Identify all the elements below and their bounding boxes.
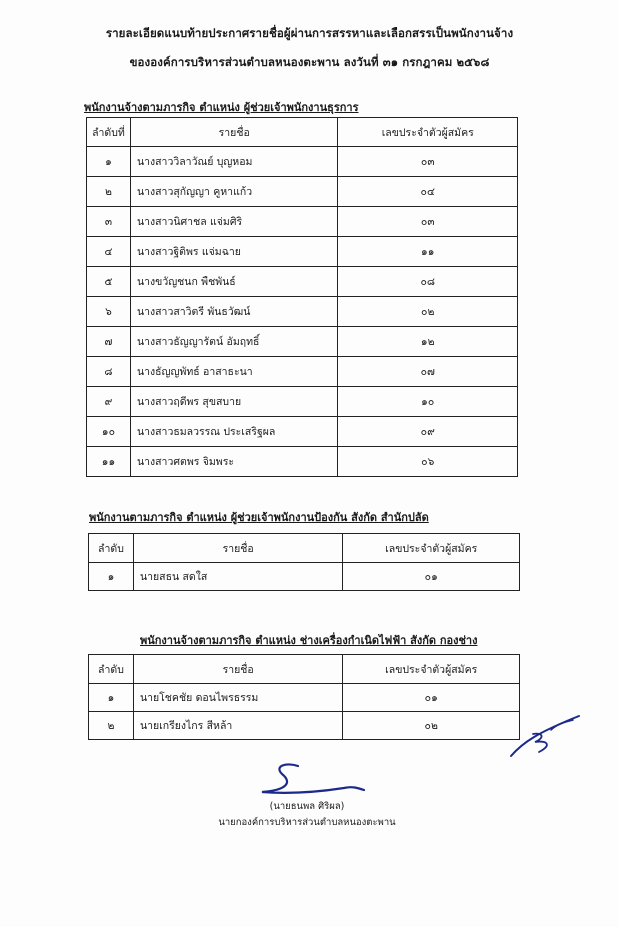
row-number: ๑๐: [87, 417, 131, 447]
applicant-name: นางสาวศตพร จิมพระ: [130, 447, 338, 477]
row-number: ๒: [89, 712, 134, 740]
row-number: ๘: [87, 357, 131, 387]
section-1-table: [86, 117, 518, 477]
applicant-name: นางสาวธัญญารัตน์ อัมฤทธิ์: [130, 327, 338, 357]
table-row: [87, 147, 518, 177]
applicant-name: นายโชคชัย ดอนไพรธรรม: [133, 684, 342, 712]
section-2-table: [88, 533, 520, 591]
applicant-number: ๐๙: [338, 417, 518, 447]
table-row: [87, 327, 518, 357]
applicant-name: นางสาวสาวิตรี พันธวัฒน์: [130, 297, 338, 327]
table-row: [87, 177, 518, 207]
applicant-number: ๐๓: [338, 207, 518, 237]
signatory-position: นายกองค์การบริหารส่วนตำบลหนองตะพาน: [218, 817, 396, 828]
table-row: [89, 712, 520, 740]
col-header-name: รายชื่อ: [130, 118, 338, 147]
section-1-title: พนักงานจ้างตามภารกิจ ตำแหน่ง ผู้ช่วยเจ้าพนักงานธุรการ: [84, 101, 359, 114]
applicant-name: นางสาววิลาวัณย์ บุญหอม: [130, 147, 338, 177]
row-number: ๑: [89, 563, 134, 591]
applicant-name: นางสาวสุกัญญา คูหาแก้ว: [130, 177, 338, 207]
col-header-name: รายชื่อ: [133, 655, 342, 684]
table-row: [87, 207, 518, 237]
signatory-name: (นายธนพล ศิริผล): [269, 801, 345, 812]
table-row: [89, 563, 520, 591]
applicant-number: ๑๑: [338, 237, 518, 267]
col-header-applicant-no: เลขประจำตัวผู้สมัคร: [343, 655, 520, 684]
applicant-number: ๑๒: [338, 327, 518, 357]
table-header-row: [89, 655, 520, 684]
table-header-row: [87, 118, 518, 147]
signature-image: [248, 758, 368, 798]
row-number: ๖: [87, 297, 131, 327]
initials-mark: [505, 712, 585, 764]
row-number: ๓: [87, 207, 131, 237]
document-title: รายละเอียดแนบท้ายประกาศรายชื่อผู้ผ่านการสรรหาและเลือกสรรเป็นพนักงานจ้าง: [105, 26, 514, 40]
col-header-no: ลำดับที่: [87, 118, 131, 147]
col-header-no: ลำดับ: [89, 655, 134, 684]
row-number: ๙: [87, 387, 131, 417]
applicant-number: ๐๗: [338, 357, 518, 387]
applicant-name: นางสาวธมลวรรณ ประเสริฐผล: [130, 417, 338, 447]
document-subtitle: ขององค์การบริหารส่วนตำบลหนองตะพาน ลงวันที่ ๓๑ กรกฎาคม ๒๕๖๘: [129, 55, 490, 69]
applicant-number: ๐๒: [343, 712, 520, 740]
applicant-name: นายสธน สดใส: [133, 563, 342, 591]
table-row: [87, 417, 518, 447]
col-header-name: รายชื่อ: [133, 534, 342, 563]
applicant-name: นางขวัญชนก พืชพันธ์: [130, 267, 338, 297]
row-number: ๔: [87, 237, 131, 267]
section-3-title: พนักงานจ้างตามภารกิจ ตำแหน่ง ช่างเครื่องกำเนิดไฟฟ้า สังกัด กองช่าง: [140, 634, 478, 647]
table-row: [87, 447, 518, 477]
applicant-name: นางธัญญพัทธ์ อาสาธะนา: [130, 357, 338, 387]
applicant-number: ๐๒: [338, 297, 518, 327]
applicant-name: นางสาวนิศาชล แจ่มศิริ: [130, 207, 338, 237]
row-number: ๑: [89, 684, 134, 712]
row-number: ๑๑: [87, 447, 131, 477]
applicant-number: ๐๖: [338, 447, 518, 477]
table-header-row: [89, 534, 520, 563]
col-header-applicant-no: เลขประจำตัวผู้สมัคร: [338, 118, 518, 147]
applicant-number: ๐๘: [338, 267, 518, 297]
applicant-number: ๐๓: [338, 147, 518, 177]
applicant-name: นางสาวฐิติพร แจ่มฉาย: [130, 237, 338, 267]
applicant-name: นางสาวฤดีพร สุขสบาย: [130, 387, 338, 417]
applicant-number: ๑๐: [338, 387, 518, 417]
applicant-number: ๐๔: [338, 177, 518, 207]
table-row: [87, 387, 518, 417]
applicant-name: นายเกรียงไกร สีหล้า: [133, 712, 342, 740]
table-row: [89, 684, 520, 712]
row-number: ๕: [87, 267, 131, 297]
applicant-number: ๐๑: [343, 563, 520, 591]
section-3-table: [88, 654, 520, 740]
row-number: ๗: [87, 327, 131, 357]
table-row: [87, 357, 518, 387]
row-number: ๒: [87, 177, 131, 207]
section-2-title: พนักงานตามภารกิจ ตำแหน่ง ผู้ช่วยเจ้าพนักงานป้องกัน สังกัด สำนักปลัด: [89, 511, 429, 524]
table-row: [87, 297, 518, 327]
applicant-number: ๐๑: [343, 684, 520, 712]
table-row: [87, 267, 518, 297]
col-header-no: ลำดับ: [89, 534, 134, 563]
table-row: [87, 237, 518, 267]
row-number: ๑: [87, 147, 131, 177]
col-header-applicant-no: เลขประจำตัวผู้สมัคร: [343, 534, 520, 563]
